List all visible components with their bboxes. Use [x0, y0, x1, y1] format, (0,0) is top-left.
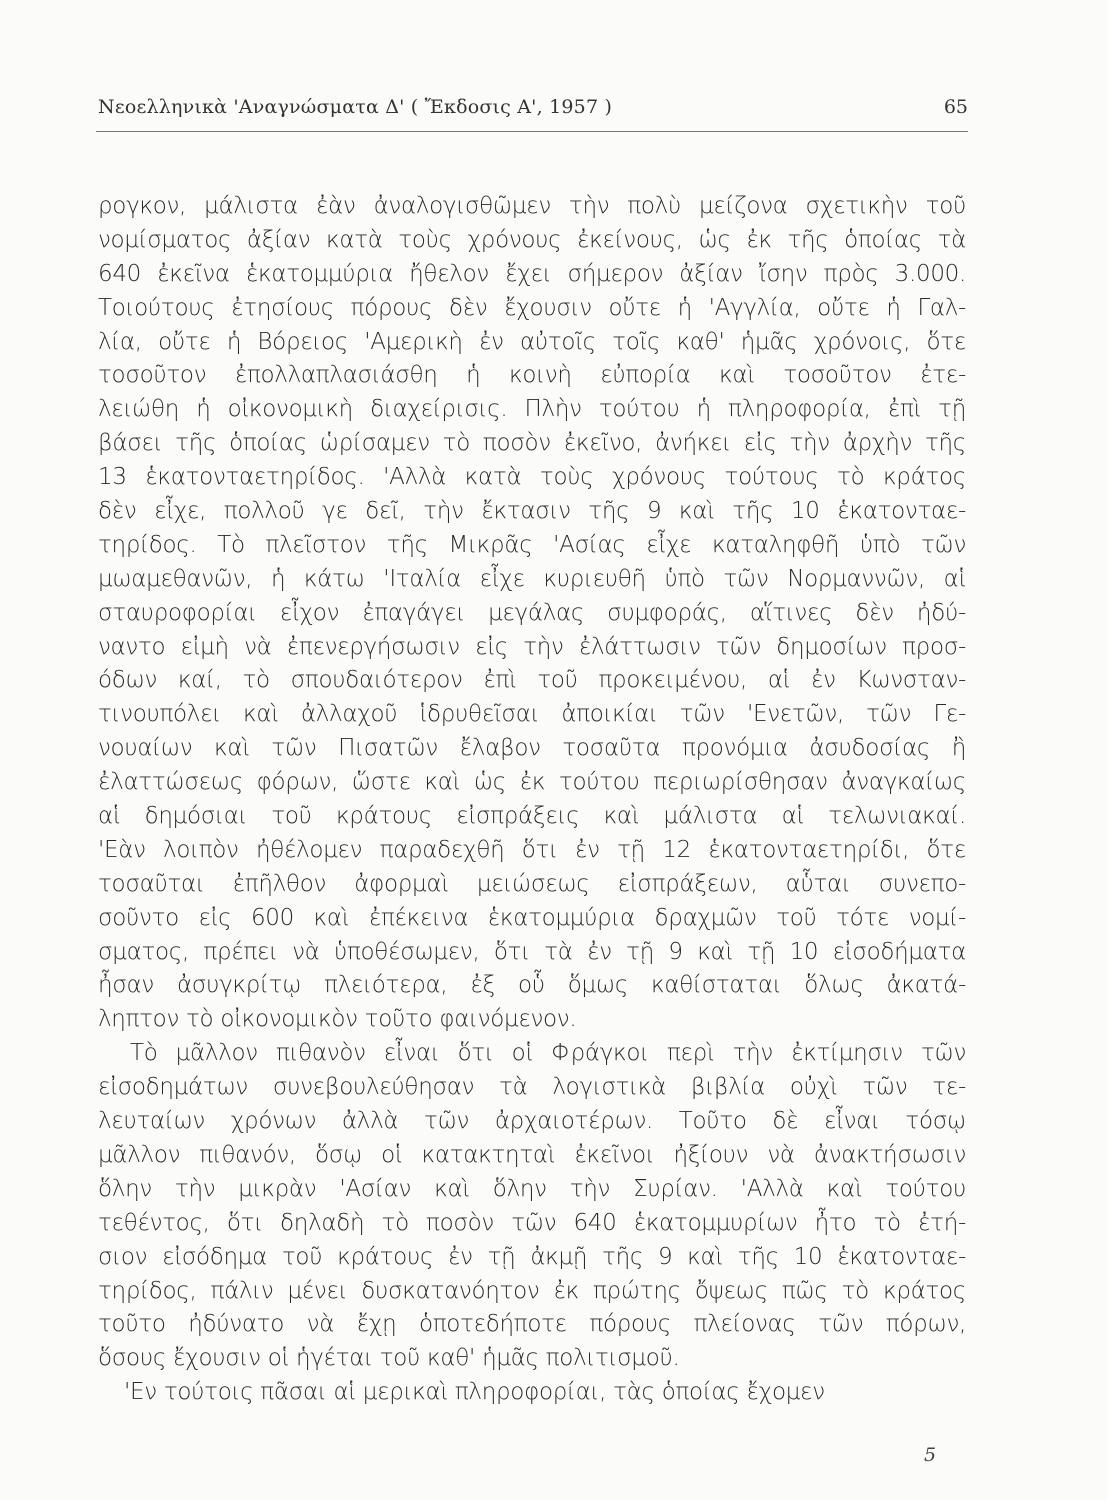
text-line: τηρίδος, πάλιν μένει δυσκατανόητον ἐκ πρώτης ὄψεως πῶς τὸ κράτος: [98, 1277, 966, 1304]
text-line: ἐλαττώσεως φόρων, ὥστε καὶ ὡς ἐκ τούτου περιωρίσθησαν ἀναγκαίως: [98, 769, 966, 796]
text-line: σματος, πρέπει νὰ ὑποθέσωμεν, ὅτι τὰ ἐν τῇ 9 καὶ τῇ 10 εἰσοδήματα: [98, 938, 966, 965]
page-number: 65: [943, 96, 968, 118]
text-line: ὅλην τὴν μικρὰν 'Ασίαν καὶ ὅλην τὴν Συρίαν. 'Αλλὰ καὶ τούτου: [98, 1175, 966, 1202]
signature-mark: 5: [924, 1444, 937, 1466]
text-line: σοῦντο εἰς 600 καὶ ἐπέκεινα ἑκατομμύρια δραχμῶν τοῦ τότε νομί-: [98, 904, 966, 931]
text-line: δὲν εἶχε, πολλοῦ γε δεῖ, τὴν ἔκτασιν τῆς 9 καὶ τῆς 10 ἑκατονταε-: [98, 498, 966, 525]
text-line: 640 ἐκεῖνα ἑκατομμύρια ἤθελον ἔχει σήμερον ἀξίαν ἴσην πρὸς 3.000.: [98, 260, 966, 287]
running-header: [98, 96, 968, 126]
text-line: τοῦτο ἠδύνατο νὰ ἔχῃ ὁποτεδήποτε πόρους πλείονας τῶν πόρων,: [98, 1311, 966, 1338]
text-line: μᾶλλον πιθανόν, ὅσῳ οἱ κατακτηταὶ ἐκεῖνοι ἠξίουν νὰ ἀνακτήσωσιν: [98, 1141, 966, 1168]
text-line: τοσοῦτον ἐπολλαπλασιάσθη ἡ κοινὴ εὐπορία καὶ τοσοῦτον ἐτε-: [98, 362, 966, 389]
text-line: 'Εὰν λοιπὸν ἠθέλομεν παραδεχθῆ ὅτι ἐν τῇ 12 ἑκατονταετηρίδι, ὅτε: [98, 836, 966, 863]
text-line: ἦσαν ἀσυγκρίτῳ πλειότερα, ἐξ οὗ ὅμως καθίσταται ὅλως ἀκατά-: [98, 972, 966, 999]
header-rule: [96, 131, 968, 132]
text-line: μωαμεθανῶν, ἡ κάτω 'Ιταλία εἶχε κυριευθῆ ὑπὸ τῶν Νορμαννῶν, αἱ: [98, 565, 966, 592]
text-line: τοσαῦται ἐπῆλθον ἀφορμαὶ μειώσεως εἰσπράξεων, αὗται συνεπο-: [98, 870, 966, 897]
text-line: ληπτον τὸ οἰκονομικὸν τοῦτο φαινόμενον.: [98, 1006, 577, 1033]
text-line: λειώθη ἡ οἰκονομικὴ διαχείρισις. Πλὴν τούτου ἡ πληροφορία, ἐπὶ τῇ: [98, 396, 966, 423]
text-line: Τὸ μᾶλλον πιθανὸν εἶναι ὅτι οἱ Φράγκοι περὶ τὴν ἐκτίμησιν τῶν: [130, 1040, 966, 1067]
text-line: βάσει τῆς ὁποίας ὡρίσαμεν τὸ ποσὸν ἐκεῖνο, ἀνήκει εἰς τὴν ἀρχὴν τῆς: [98, 430, 966, 457]
text-line: ὅσους ἔχουσιν οἱ ἡγέται τοῦ καθ' ἡμᾶς πολιτισμοῦ.: [98, 1345, 680, 1372]
text-line: λευταίων χρόνων ἀλλὰ τῶν ἀρχαιοτέρων. Τοῦτο δὲ εἶναι τόσῳ: [98, 1108, 966, 1135]
text-line: αἱ δημόσιαι τοῦ κράτους εἰσπράξεις καὶ μάλιστα αἱ τελωνιακαί.: [98, 803, 966, 830]
text-line: σταυροφορίαι εἶχον ἐπαγάγει μεγάλας συμφοράς, αἵτινες δὲν ἠδύ-: [98, 599, 966, 626]
text-line: τηρίδος. Τὸ πλεῖστον τῆς Μικρᾶς 'Ασίας εἶχε καταληφθῆ ὑπὸ τῶν: [98, 531, 966, 558]
text-line: όδων καί, τὸ σπουδαιότερον ἐπὶ τοῦ προκειμένου, αἱ ἐν Κωνσταν-: [98, 667, 966, 694]
text-line: νομίσματος ἀξίαν κατὰ τοὺς χρόνους ἐκείνους, ὡς ἐκ τῆς ὁποίας τὰ: [98, 226, 966, 253]
text-line: λία, οὔτε ἡ Βόρειος 'Αμερικὴ ἐν αὐτοῖς τοῖς καθ' ἡμᾶς χρόνοις, ὅτε: [98, 328, 966, 355]
text-line: 13 ἑκατονταετηρίδος. 'Αλλὰ κατὰ τοὺς χρόνους τούτους τὸ κράτος: [98, 464, 966, 491]
text-line: ρογκον, μάλιστα ἐὰν ἀναλογισθῶμεν τὴν πολὺ μείζονα σχετικὴν τοῦ: [98, 193, 966, 219]
text-line: εἰσοδημάτων συνεβουλεύθησαν τὰ λογιστικὰ βιβλία οὐχὶ τῶν τε-: [98, 1074, 966, 1101]
text-line: τινουπόλει καὶ ἀλλαχοῦ ἱδρυθεῖσαι ἀποικίαι τῶν 'Ενετῶν, τῶν Γε-: [98, 701, 966, 728]
header-title: Νεοελληνικὰ 'Αναγνώσματα Δ' ( Ἔκδοσις Α', 1957 ): [98, 96, 613, 118]
text-line: Τοιούτους ἐτησίους πόρους δὲν ἔχουσιν οὔτε ἡ 'Αγγλία, οὔτε ἡ Γαλ-: [98, 294, 966, 321]
text-line: σιον εἰσόδημα τοῦ κράτους ἐν τῇ ἀκμῇ τῆς 9 καὶ τῆς 10 ἑκατονταε-: [98, 1243, 966, 1270]
text-line: 'Εν τούτοις πᾶσαι αἱ μερικαὶ πληροφορίαι, τὰς ὁποίας ἔχομεν: [124, 1379, 825, 1406]
text-line: ναντο εἰμὴ νὰ ἐπενεργήσωσιν εἰς τὴν ἐλάττωσιν τῶν δημοσίων προσ-: [98, 633, 966, 660]
body-text: [98, 190, 966, 1410]
text-line: τεθέντος, ὅτι δηλαδὴ τὸ ποσὸν τῶν 640 ἑκατομμυρίων ἦτο τὸ ἐτή-: [98, 1209, 966, 1236]
text-line: νουαίων καὶ τῶν Πισατῶν ἔλαβον τοσαῦτα προνόμια ἀσυδοσίας ἢ: [98, 735, 966, 762]
